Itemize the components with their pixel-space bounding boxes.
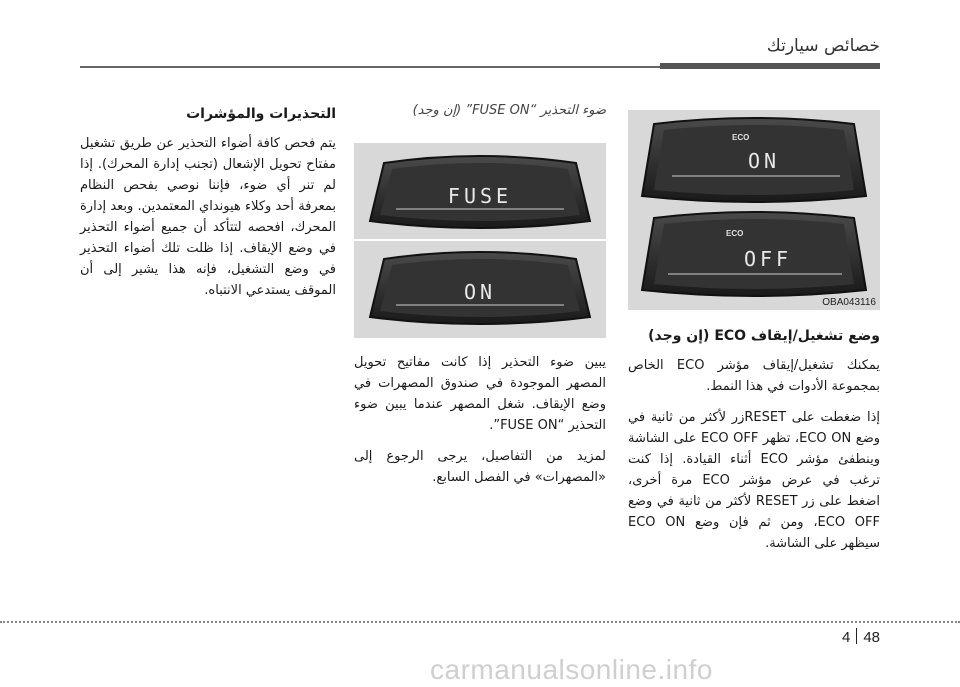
- eco-paragraph-1: يمكنك تشغيل/إيقاف مؤشر ECO الخاص بمجموعة الأدوات في هذا النمط.: [628, 358, 881, 394]
- chapter-number: 4: [841, 629, 851, 646]
- eco-screen-1-label: ECO: [732, 133, 750, 142]
- fuse-screen-1-text: FUSE: [447, 184, 513, 208]
- page-number: [842, 628, 880, 646]
- eco-paragraph-2: إذا ضغطت على RESETزر لأكثر من ثانية في وضع ECO ON، تظهر ECO OFF على الشاشة وينطفئ مؤشر ECO أثناء القيادة. إذا كنت ترغب في عرض مؤشر ECO مرة أخرى، اضغط على زر RESET لأكثر من ثانية في وضع ECO OFF، ومن ثم فإن وضع ECO ON سيظهر على الشاشة.: [628, 410, 881, 551]
- header-title: خصائص سيارتك: [766, 36, 880, 56]
- warnings-heading: التحذيرات والمؤشرات: [186, 106, 336, 122]
- warnings-section: [80, 104, 336, 311]
- eco-screen-1-text: ON: [747, 149, 781, 173]
- watermark: carmanualsonline.info: [430, 654, 713, 685]
- eco-screen-2-label: ECO: [726, 229, 744, 238]
- eco-section: [628, 326, 880, 564]
- eco-illustration: [628, 110, 880, 310]
- fuse-section: [354, 352, 606, 498]
- footer-rule: [0, 621, 960, 623]
- eco-screen-2: [642, 212, 866, 296]
- eco-screen-2-text: OFF: [743, 247, 793, 271]
- fuse-paragraph-1: يبين ضوء التحذير إذا كانت مفاتيح تحويل المصهر الموجودة في صندوق المصهرات في وضع الإيقاف. شغل المصهر عندما يبين ضوء التحذير “FUSE ON”.: [354, 355, 606, 433]
- eco-image-caption: OBA043116: [822, 297, 876, 308]
- eco-display-art: [628, 110, 880, 310]
- page-number-value: 48: [863, 629, 880, 646]
- fuse-illustration: [354, 143, 606, 338]
- fuse-heading-block: [354, 100, 606, 129]
- eco-screen-1: [642, 118, 866, 202]
- header-bar: [660, 63, 880, 69]
- eco-heading: وضع تشغيل/إيقاف ECO (إن وجد): [648, 328, 880, 344]
- fuse-display-art: [354, 143, 606, 338]
- fuse-screen-2-text: ON: [463, 280, 497, 304]
- fuse-paragraph-2: لمزيد من التفاصيل، يرجى الرجوع إلى «المصهرات» في الفصل السابع.: [354, 449, 606, 485]
- page-separator: [856, 628, 857, 644]
- fuse-screen-2: [370, 252, 590, 324]
- fuse-heading: ضوء التحذير “FUSE ON” (إن وجد): [412, 103, 606, 118]
- warnings-paragraph: يتم فحص كافة أضواء التحذير عن طريق تشغيل مفتاح تحويل الإشعال (تجنب إدارة المحرك). إذا لم تنر أي ضوء، فإننا نوصي بفحص النظام بمعرفة أحد وكلاء هيونداي المعتمدين. وبعد إدارة المحرك، افحصه لتتأكد أن جميع أضواء التحذير في وضع الإيقاف. إذا ظلت تلك أضواء التحذير في وضع التشغيل، فإنه هذا يشير إلى أن الموقف يستدعي الانتباه.: [80, 136, 336, 298]
- fuse-screen-1: [370, 156, 590, 228]
